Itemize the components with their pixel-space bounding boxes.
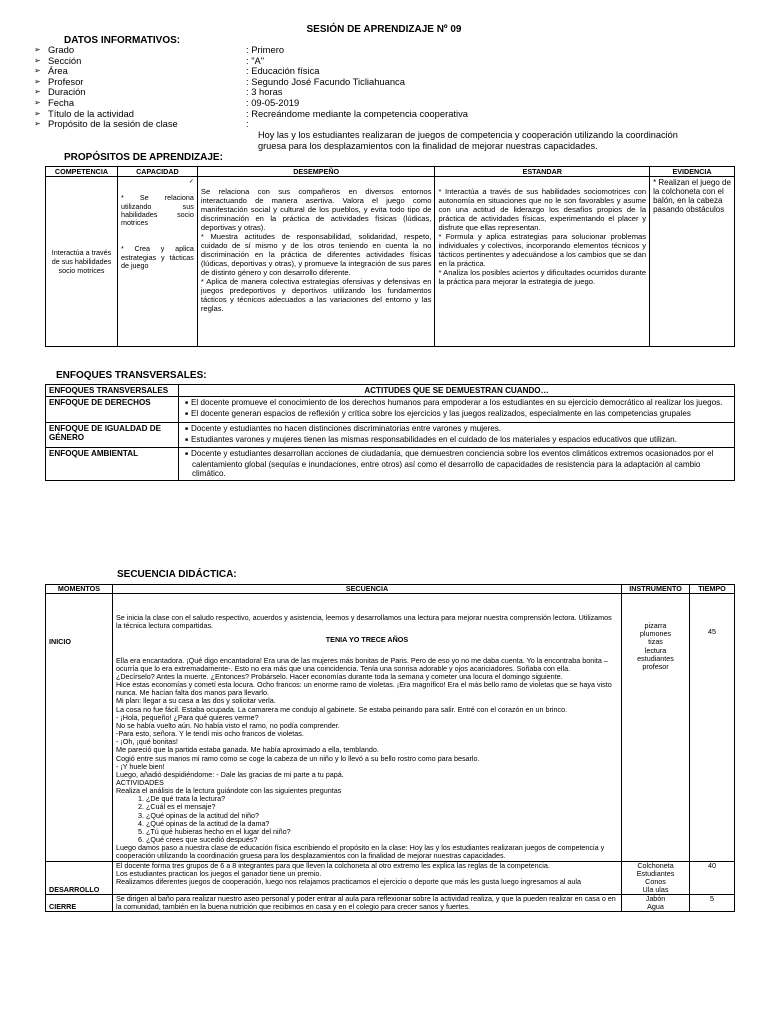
question-item: 2. ¿Cuál es el mensaje? (146, 803, 618, 811)
inicio-instrumento (622, 594, 690, 861)
info-label: Fecha (48, 96, 75, 108)
story-paragraph: Hice estas economías y cometí esta locura. Ocho francos: un enorme ramo de violetas. ¡Era magnífico! Era el más bello ramo de violetas que se haya visto nunca. Me hacían falta dos manos para llevarlo. (115, 680, 612, 698)
enfoques-header-row (46, 385, 735, 397)
info-row (34, 87, 726, 98)
enfoque-ambiental-item: ■ Docente y estudiantes desarrollan acciones de ciudadanía, que demuestren conciencia sobre los eventos climáticos extremos ocasionados por el calentamiento global (sequías e inundaciones, entre otros) así como el desarrollo de capacidades de resistencia para la adaptación al cambio climático. (192, 449, 731, 479)
capacidad-cell (117, 177, 197, 347)
enfoques-heading: ENFOQUES TRANSVERSALES: (56, 370, 207, 381)
competencia-cell: Interactúa a través de sus habilidades socio motrices (46, 177, 118, 347)
cierre-tiempo: 5 (690, 895, 735, 912)
secuencia-heading: SECUENCIA DIDÁCTICA: (117, 569, 237, 580)
story-paragraph: La cosa no fue fácil. Estaba ocupada. La camarera me condujo al gabinete. Se estaba peinando para salir. Entré con el corazón en un brinco. (115, 704, 568, 714)
instrument-item: Agua (647, 902, 664, 912)
info-row (34, 77, 726, 88)
capacidad-2: * Crea y aplica estrategias y tácticas de juego (120, 244, 194, 271)
info-value: : Segundo José Facundo Ticliahuanca (246, 75, 405, 87)
info-label: Duración (48, 86, 86, 98)
col-secuencia: SECUENCIA (112, 585, 621, 594)
story-paragraph: - ¡Y huele bien! (115, 761, 165, 771)
instrument-item: plumones (639, 629, 672, 639)
estandar-2: * Formula y aplica estrategias para solucionar problemas individuales y colectivos, incorporando elementos técnicos y tácticos pertinentes y adecuándose a los cambios que se dan en la práctica. (438, 232, 647, 268)
info-label: Profesor (48, 75, 84, 87)
enfoque-derechos-item: ■ El docente generan espacios de reflexión y crítica sobre los ejercicios y las juegos realizados, especialmente en las competencias grupales (192, 409, 731, 420)
info-value: : Educación física (246, 65, 320, 77)
instrument-item: Ula ulas (642, 885, 669, 894)
col-tiempo: TIEMPO (690, 585, 735, 594)
estandar-1: * Interactúa a través de sus habilidades sociomotrices con autonomía en situaciones que no le son favorables y asume con una actitud de liderazgo los desafíos propios de la práctica de actividades físicas, experimentando el placer y disfrute que ellas representan. (438, 187, 647, 232)
inicio-intro: Se inicia la clase con el saludo respectivo, acuerdos y asistencia, leemos y desarrollamos una lectura para mejorar nuestra comprensión lectora. Utilizamos la técnica lectura compartidas. (115, 613, 612, 631)
desarrollo-row (46, 861, 735, 895)
bullet-arrow-icon: ➢ (34, 45, 41, 54)
col-evidencia: EVIDENCIA (650, 167, 735, 177)
story-paragraph: Realiza el análisis de la lectura guiándote con las siguientes preguntas (115, 786, 342, 796)
enfoques-table (45, 384, 735, 481)
instrument-item: Estudiantes (636, 868, 675, 878)
col-competencia: COMPETENCIA (46, 167, 118, 177)
desempeno-cell (197, 177, 435, 347)
check-mark: ✓ (188, 179, 194, 185)
inicio-content (112, 594, 621, 861)
bullet-arrow-icon: ➢ (34, 87, 41, 97)
story-paragraph: - ¡Hola, pequeño! ¿Para qué quieres verme? (115, 712, 259, 722)
enfoques-header-left: ENFOQUES TRANSVERSALES (46, 385, 179, 397)
evidencia-cell: * Realizan el juego de la colchoneta con el balón, en la cabeza pasando obstáculos (650, 177, 735, 347)
story-paragraph: ACTIVIDADES (115, 777, 164, 787)
info-value: : 09-05-2019 (246, 96, 300, 108)
question-item: 3. ¿Qué opinas de la actitud del niño? (146, 812, 618, 820)
proposito-text: Hoy las y los estudiantes realizaran de juegos de competencia y cooperación utilizando la coordinación gruesa para los desplazamientos con la finalidad de mejorar nuestras capacidades. (258, 130, 678, 151)
instrument-item: Jabón (645, 894, 666, 904)
desempeno-2: * Muestra actitudes de responsabilidad, solidaridad, respeto, cuidado de sí mismo y de los otros teniendo en cuenta la no discriminación en la práctica de diferentes actividades físicas (lúdicas, deportivas y otras), y promueve la integración de sus pares de distinto género y con desarrollo diferente. (200, 232, 432, 277)
col-capacidad: CAPACIDAD (117, 167, 197, 177)
moment-desarrollo: DESARROLLO (46, 861, 113, 895)
enfoques-header-right: ACTITUDES QUE SE DEMUESTRAN CUANDO… (179, 385, 735, 397)
estandar-3: * Analiza los posibles aciertos y dificultades ocurridos durante la práctica para mejorar la estrategia de juego. (438, 268, 647, 286)
desarrollo-line: Los estudiantes practican los juegos el ganador tiene un premio. (115, 868, 322, 878)
desarrollo-tiempo: 40 (690, 861, 735, 895)
question-item: 4. ¿Qué opinas de la actitud de la dama? (146, 820, 618, 828)
question-item: 6. ¿Qué crees que sucedió después? (146, 836, 618, 844)
info-value: : (246, 118, 249, 130)
propositos-row (46, 177, 735, 347)
story-paragraph: No se había vuelto aún. No había visto el ramo, no podía comprender. (115, 720, 340, 730)
desarrollo-instrumento (622, 861, 690, 895)
enfoque-derechos-name: ENFOQUE DE DERECHOS (46, 397, 179, 422)
instrument-item: Colchoneta (637, 860, 674, 870)
story-paragraph: Cogió entre sus manos mi ramo como se coge la cabeza de un niño y lo llevó a su bello rostro como para besarlo. (115, 753, 480, 763)
instrument-item: tizas (648, 637, 663, 647)
bullet-arrow-icon: ➢ (34, 97, 41, 107)
story-paragraph: Me pareció que la partida estaba ganada. Me había aproximado a ella, temblando. (115, 745, 379, 755)
cierre-row (46, 895, 735, 912)
inicio-closing: Luego damos paso a nuestra clase de educación física escribiendo el propósito en la clase: Hoy las y los estudiantes realizaran juegos de competencia y cooperación utilizando la coordinación gruesa para los desplazamientos con la finalidad de mejorar nuestras capacidades. (115, 843, 605, 861)
enfoque-row-ambiental (46, 448, 735, 481)
inicio-row (46, 594, 735, 861)
story-paragraph: -Para esto, señora. Y le tendí mis ocho francos de violetas. (115, 729, 304, 739)
story-paragraph: Mi plan: llegar a su casa a las dos y solicitar verla. (115, 696, 276, 706)
desarrollo-content (112, 861, 621, 895)
enfoque-genero-name: ENFOQUE DE IGUALDAD DE GÉNERO (46, 422, 179, 447)
col-desempeno: DESEMPEÑO (197, 167, 435, 177)
story-text (116, 657, 618, 796)
bullet-arrow-icon: ➢ (34, 108, 41, 118)
info-value: : 3 horas (246, 86, 283, 98)
instrument-item: pizarra (644, 621, 667, 631)
question-item: 5. ¿Tú qué hubieras hecho en el lugar del niño? (146, 828, 618, 836)
desempeno-3: * Aplica de manera colectiva estrategias ofensivas y defensivas en juegos predeportivos y deportivos utilizando los fundamentos tácticos y técnicos adecuados a las variaciones del entorno y las reglas. (200, 277, 432, 313)
enfoque-row-derechos (46, 397, 735, 422)
info-value: : Primero (246, 44, 285, 55)
bullet-arrow-icon: ➢ (34, 55, 41, 65)
enfoque-ambiental-name: ENFOQUE AMBIENTAL (46, 448, 179, 481)
secuencia-header-row (46, 585, 735, 594)
session-title: SESIÓN DE APRENDIZAJE Nº 09 (306, 24, 462, 35)
moment-inicio: INICIO (46, 594, 113, 861)
col-instrumento: INSTRUMENTO (622, 585, 690, 594)
instrument-item: estudiantes (637, 653, 674, 663)
bullet-arrow-icon: ➢ (34, 66, 41, 76)
info-label: Área (48, 65, 68, 77)
instrument-item: profesor (642, 661, 669, 671)
moment-cierre: CIERRE (46, 895, 113, 912)
col-estandar: ESTANDAR (435, 167, 650, 177)
info-row (34, 56, 726, 67)
info-value: : Recreándome mediante la competencia cooperativa (246, 107, 469, 119)
story-title: TENIA YO TRECE AÑOS (325, 635, 409, 645)
info-row (34, 45, 726, 56)
info-label: Título de la actividad (48, 107, 134, 119)
info-row (34, 119, 726, 130)
story-paragraph: - ¡Oh, ¡qué bonitas! (115, 737, 178, 747)
enfoque-genero-item: ■ Estudiantes varones y mujeres tienen las mismas responsabilidades en el cuidado de los materiales y espacios educativos que utilizan. (192, 435, 731, 446)
col-momentos: MOMENTOS (46, 585, 113, 594)
propositos-table (45, 166, 735, 347)
info-value: : "A" (246, 54, 265, 66)
secuencia-table (45, 584, 735, 912)
info-list (34, 45, 726, 130)
enfoque-genero-item: ■ Docente y estudiantes no hacen distinciones discriminatorias entre varones y mujeres. (192, 424, 731, 435)
story-paragraph: Ella era encantadora. ¡Qué digo encantadora! Era una de las mujeres más bonitas de Paris. Pero de eso yo no me daba cuenta. Yo la encontraba bonita –ocurría que lo era extremadamente-. Esto no era más que una coincidencia. Tenía una sonrisa adorable y ojos acariciadores. Soñaba con ella. (115, 655, 608, 673)
desarrollo-line: El docente forma tres grupos de 6 a 8 integrantes para que lleven la colchoneta al otro extremo les explica las reglas de la competencia. (115, 860, 550, 870)
desempeno-1: Se relaciona con sus compañeros en diversos entornos interactuando de manera asertiva. Valora el juego como manifestación social y cultural de los pueblos, y evita todo tipo de discriminación en la práctica de actividades físicas (lúdicas, deportivas y otras). (200, 187, 432, 232)
propositos-header-row (46, 167, 735, 177)
inicio-tiempo: 45 (690, 594, 735, 861)
story-paragraph: Luego, añadió despidiéndome: - Dale las gracias de mi parte a tu papá. (115, 769, 344, 779)
capacidad-1: * Se relaciona utilizando sus habilidades socio motrices (120, 193, 194, 228)
info-label: Grado (48, 44, 75, 55)
info-label: Propósito de la sesión de clase (48, 118, 178, 130)
propositos-heading: PROPÓSITOS DE APRENDIZAJE: (64, 152, 223, 163)
question-item: 1. ¿De qué trata la lectura? (146, 795, 618, 803)
cierre-content: Se dirigen al baño para realizar nuestro aseo personal y poder entrar al aula para reflexionar sobre la actividad realiza, y que la pueden realizar en casa o en la comunidad, también en la buena nutrición que recibimos en casa y en el colegio para crecer sanos y fuertes. (112, 895, 621, 912)
enfoque-derechos-item: ■ El docente promueve el conocimiento de los derechos humanos para empoderar a los estudiantes en su ejercicio democrático al realizar los juegos. (192, 398, 731, 409)
question-list (116, 795, 618, 844)
story-paragraph: ¿Decírselo? Antes la muerte. ¿Entonces? Probárselo. Hacer economías durante toda la semana y cometer una locura el domingo siguiente. (115, 671, 563, 681)
instrument-item: Conos (645, 876, 666, 886)
desarrollo-line: Realizamos diferentes juegos de cooperación, luego nos relajamos practicamos el ejercicio o deporte que más les gusta luego ingresamos al aula (115, 876, 582, 886)
info-row (34, 98, 726, 109)
cierre-instrumento (622, 895, 690, 912)
instrument-item: lectura (644, 645, 667, 655)
enfoque-row-genero (46, 422, 735, 447)
info-label: Sección (48, 54, 82, 66)
estandar-cell (435, 177, 650, 347)
bullet-arrow-icon: ➢ (34, 119, 41, 129)
bullet-arrow-icon: ➢ (34, 76, 41, 86)
datos-heading: DATOS INFORMATIVOS: (64, 35, 181, 46)
